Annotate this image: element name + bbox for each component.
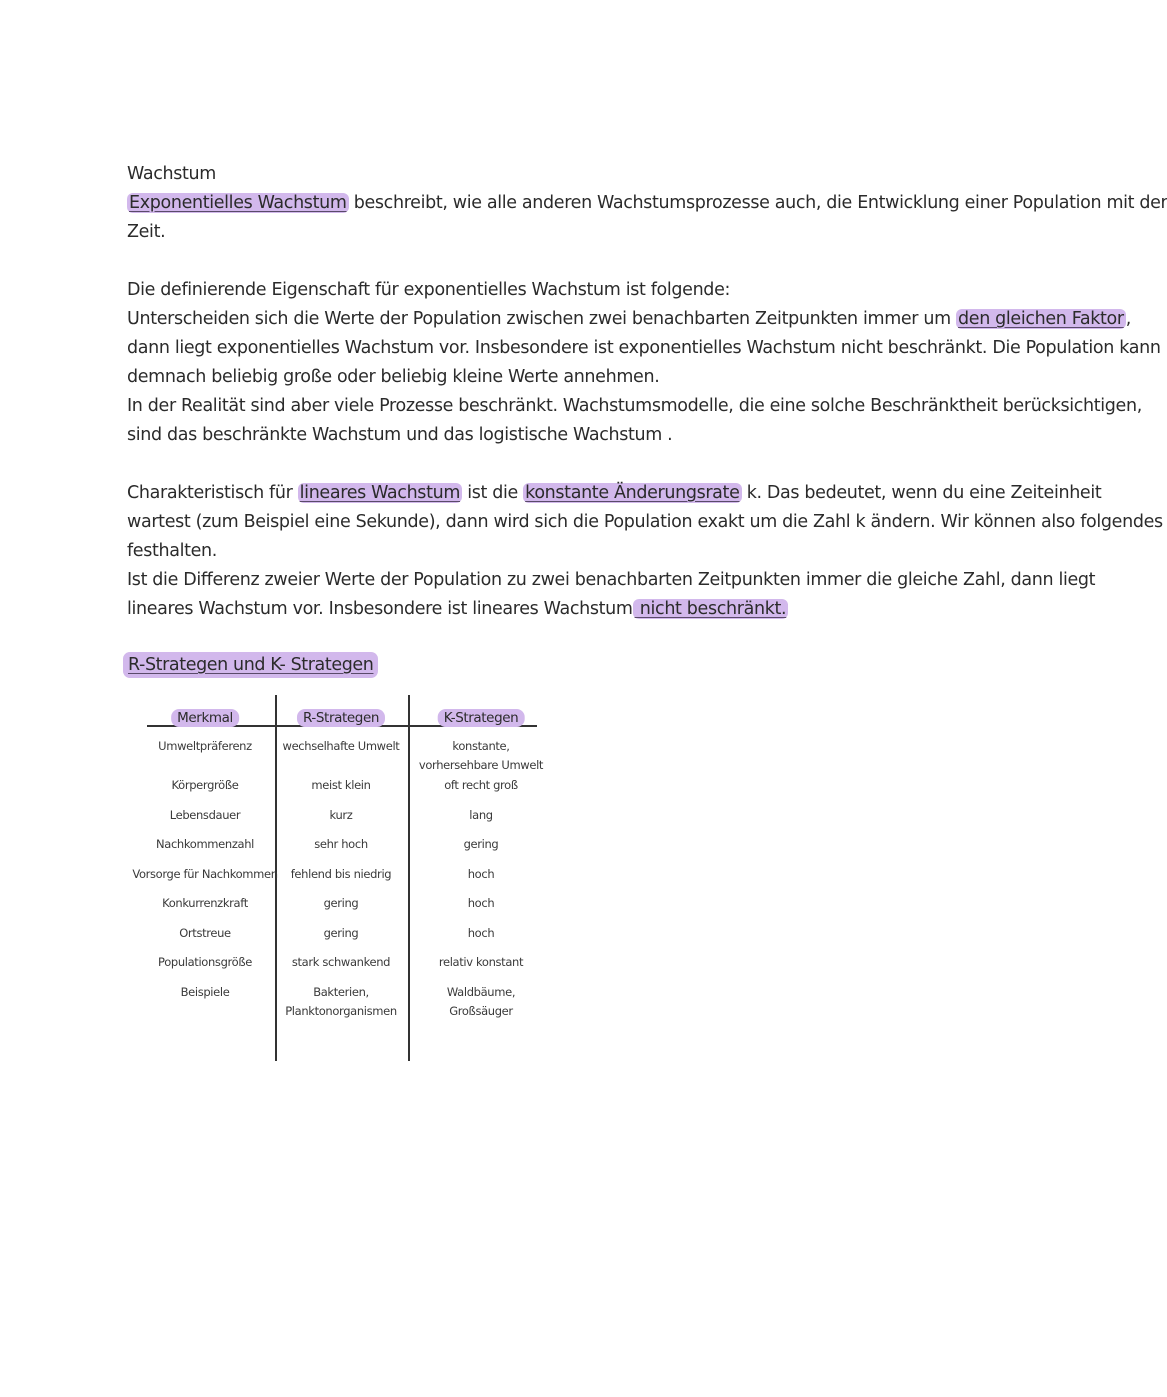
table-cell: Konkurrenzkraft xyxy=(162,896,248,910)
paragraph-exponential-line-2: Zeit. xyxy=(127,222,166,242)
table-cell: wechselhafte Umwelt xyxy=(282,739,400,753)
highlight-lineares-wachstum: lineares Wachstum xyxy=(299,483,461,503)
table-cell: lang xyxy=(469,808,493,822)
linear-line-3: festhalten. xyxy=(127,541,218,561)
column-header-1: R-Strategen xyxy=(297,709,385,727)
column-header-2: K-Strategen xyxy=(438,709,525,727)
column-divider-2 xyxy=(408,695,410,1061)
definition-line-2: Unterscheiden sich die Werte der Population zwischen zwei benachbarten Zeitpunkten immer um den gleichen Faktor , xyxy=(127,309,1131,329)
definition-intro: Die definierende Eigenschaft für exponentielles Wachstum ist folgende: xyxy=(127,280,731,300)
linear-line-5: lineares Wachstum vor. Insbesondere ist lineares Wachstum nicht beschränkt. xyxy=(127,599,787,619)
table-cell: relativ konstant xyxy=(438,955,524,969)
definition-line-5: In der Realität sind aber viele Prozesse beschränkt. Wachstumsmodelle, die eine solche Beschränktheit berücksichtigen, xyxy=(127,396,1142,416)
highlight-gleicher-faktor: den gleichen Faktor xyxy=(958,309,1124,329)
table-cell: hoch xyxy=(467,896,495,910)
table-cell: Populationsgröße xyxy=(158,955,252,969)
table-cell: Vorsorge für Nachkommen xyxy=(132,867,278,881)
table-cell: oft recht groß xyxy=(444,778,518,792)
table-cell: sehr hoch xyxy=(314,837,368,851)
table-cell: konstante, vorhersehbare Umwelt xyxy=(418,739,544,772)
section-title: R-Strategen und K- Strategen xyxy=(123,652,378,678)
definition-line-3: dann liegt exponentielles Wachstum vor. Insbesondere ist exponentielles Wachstum nicht beschränkt. Die Population kann xyxy=(127,338,1161,358)
highlight-konstante-aenderungsrate: konstante Änderungsrate xyxy=(525,483,740,503)
table-cell: Bakterien, Planktonorganismen xyxy=(285,985,397,1018)
table-cell: gering xyxy=(323,896,359,910)
table-cell: gering xyxy=(463,837,499,851)
heading: Wachstum xyxy=(127,164,216,184)
table-cell: Umweltpräferenz xyxy=(158,739,252,753)
table-cell: meist klein xyxy=(311,778,371,792)
table-cell: Beispiele xyxy=(180,985,230,999)
table-cell: Lebensdauer xyxy=(169,808,241,822)
linear-line-4: Ist die Differenz zweier Werte der Population zu zwei benachbarten Zeitpunkten immer die gleiche Zahl, dann liegt xyxy=(127,570,1096,590)
highlight-nicht-beschraenkt: nicht beschränkt. xyxy=(634,599,787,619)
table-cell: Nachkommenzahl xyxy=(156,837,254,851)
column-header-0: Merkmal xyxy=(171,709,239,727)
table-cell: Ortstreue xyxy=(179,926,231,940)
table-cell: Körpergröße xyxy=(171,778,239,792)
definition-line-4: demnach beliebig große oder beliebig kleine Werte annehmen. xyxy=(127,367,660,387)
table-cell: fehlend bis niedrig xyxy=(290,867,392,881)
table-cell: hoch xyxy=(467,867,495,881)
linear-line-2: wartest (zum Beispiel eine Sekunde), dann wird sich die Population exakt um die Zahl k ändern. Wir können also folgendes xyxy=(127,512,1163,532)
table-cell: Waldbäume, Großsäuger xyxy=(446,985,516,1018)
linear-line-1: Charakteristisch für lineares Wachstum ist die konstante Änderungsrate k. Das bedeutet, wenn du eine Zeiteinheit xyxy=(127,483,1102,503)
definition-line-6: sind das beschränkte Wachstum und das logistische Wachstum . xyxy=(127,425,673,445)
highlight-exponentielles-wachstum: Exponentielles Wachstum xyxy=(129,193,347,213)
table-cell: stark schwankend xyxy=(291,955,391,969)
paragraph-exponential-line-1: Exponentielles Wachstum beschreibt, wie alle anderen Wachstumsprozesse auch, die Entwicklung einer Population mit der xyxy=(129,193,1167,213)
table-cell: hoch xyxy=(467,926,495,940)
table-cell: gering xyxy=(323,926,359,940)
table-cell: kurz xyxy=(329,808,353,822)
